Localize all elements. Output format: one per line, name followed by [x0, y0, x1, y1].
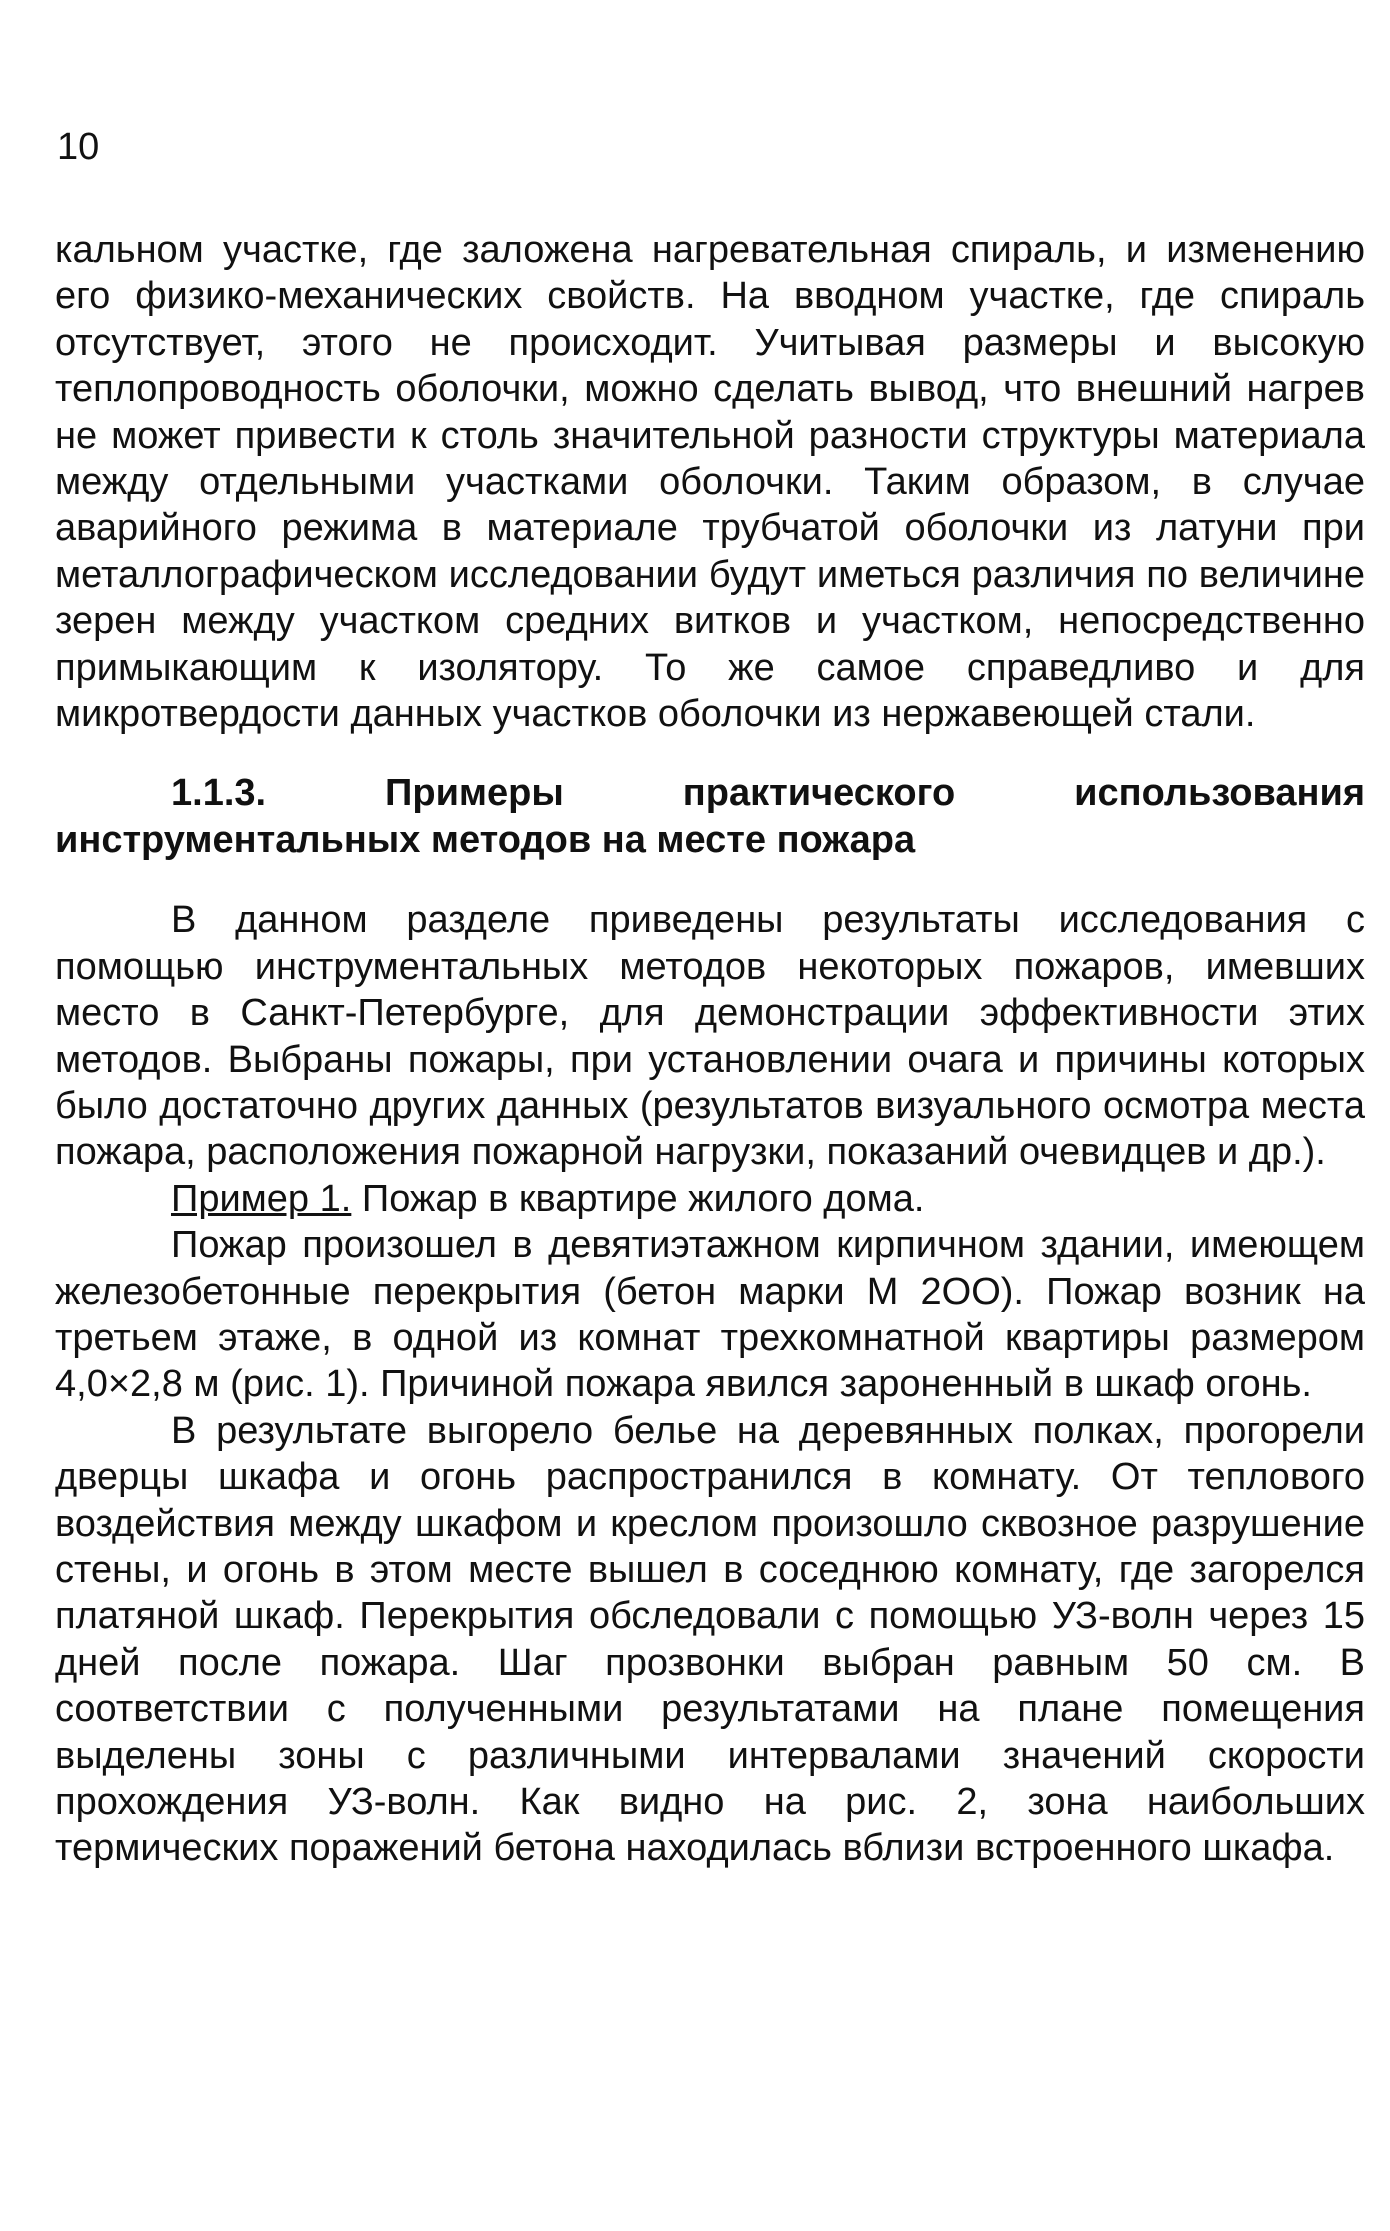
paragraph-fire-description: Пожар произошел в девятиэтажном кирпичном здании, имеющем железобетонные перекрытия (бетон марки М 2ОО). Пожар возник на третьем этаже, в одной из комнат трехкомнатной квартиры размером 4,0×2,8 м (рис. 1). Причиной пожара явился зароненный в шкаф огонь.: [55, 1224, 1365, 1406]
example-label: Пример 1.: [171, 1177, 352, 1220]
paragraph-continuation: кальном участке, где заложена нагревательная спираль, и изменению его физико-механических свойств. На вводном участке, где спираль отсутствует, этого не происходит. Учитывая размеры и высокую теплопроводность оболочки, можно сделать вывод, что внешний нагрев не может привести к столь значительной разности структуры материала между отдельными участками оболочки. Таким образом, в случае аварийного режима в материале трубчатой оболочки из латуни при металлографическом исследовании будут иметься различия по величине зерен между участком средних витков и участком, непосредственно примыкающим к изолятору. То же самое справедливо и для микротвердости данных участков оболочки из нержавеющей стали.: [55, 229, 1365, 736]
example-heading: [55, 1176, 1365, 1222]
example-title: Пожар в квартире жилого дома.: [351, 1177, 925, 1220]
paragraph-intro: В данном разделе приведены результаты исследования с помощью инструментальных методов некоторых пожаров, имевших место в Санкт-Петербурге, для демонстрации эффективности этих методов. Выбраны пожары, при установлении очага и причины которых было достаточно других данных (результатов визуального осмотра места пожара, расположения пожарной нагрузки, показаний очевидцев и др.).: [55, 899, 1365, 1174]
section-heading: 1.1.3. Примеры практического использования инструментальных методов на месте пожара: [55, 772, 1365, 861]
page-number: 10: [57, 126, 100, 168]
paragraph-fire-results: В результате выгорело белье на деревянных полках, прогорели дверцы шкафа и огонь распространился в комнату. От теплового воздействия между шкафом и креслом произошло сквозное разрушение стены, и огонь в этом месте вышел в соседнюю комнату, где загорелся платяной шкаф. Перекрытия обследовали с помощью УЗ-волн через 15 дней после пожара. Шаг прозвонки выбран равным 50 см. В соответствии с полученными результатами на плане помещения выделены зоны с различными интервалами значений скорости прохождения УЗ-волн. Как видно на рис. 2, зона наибольших термических поражений бетона находилась вблизи встроенного шкафа.: [55, 1409, 1365, 1870]
document-page: [55, 125, 1365, 1872]
